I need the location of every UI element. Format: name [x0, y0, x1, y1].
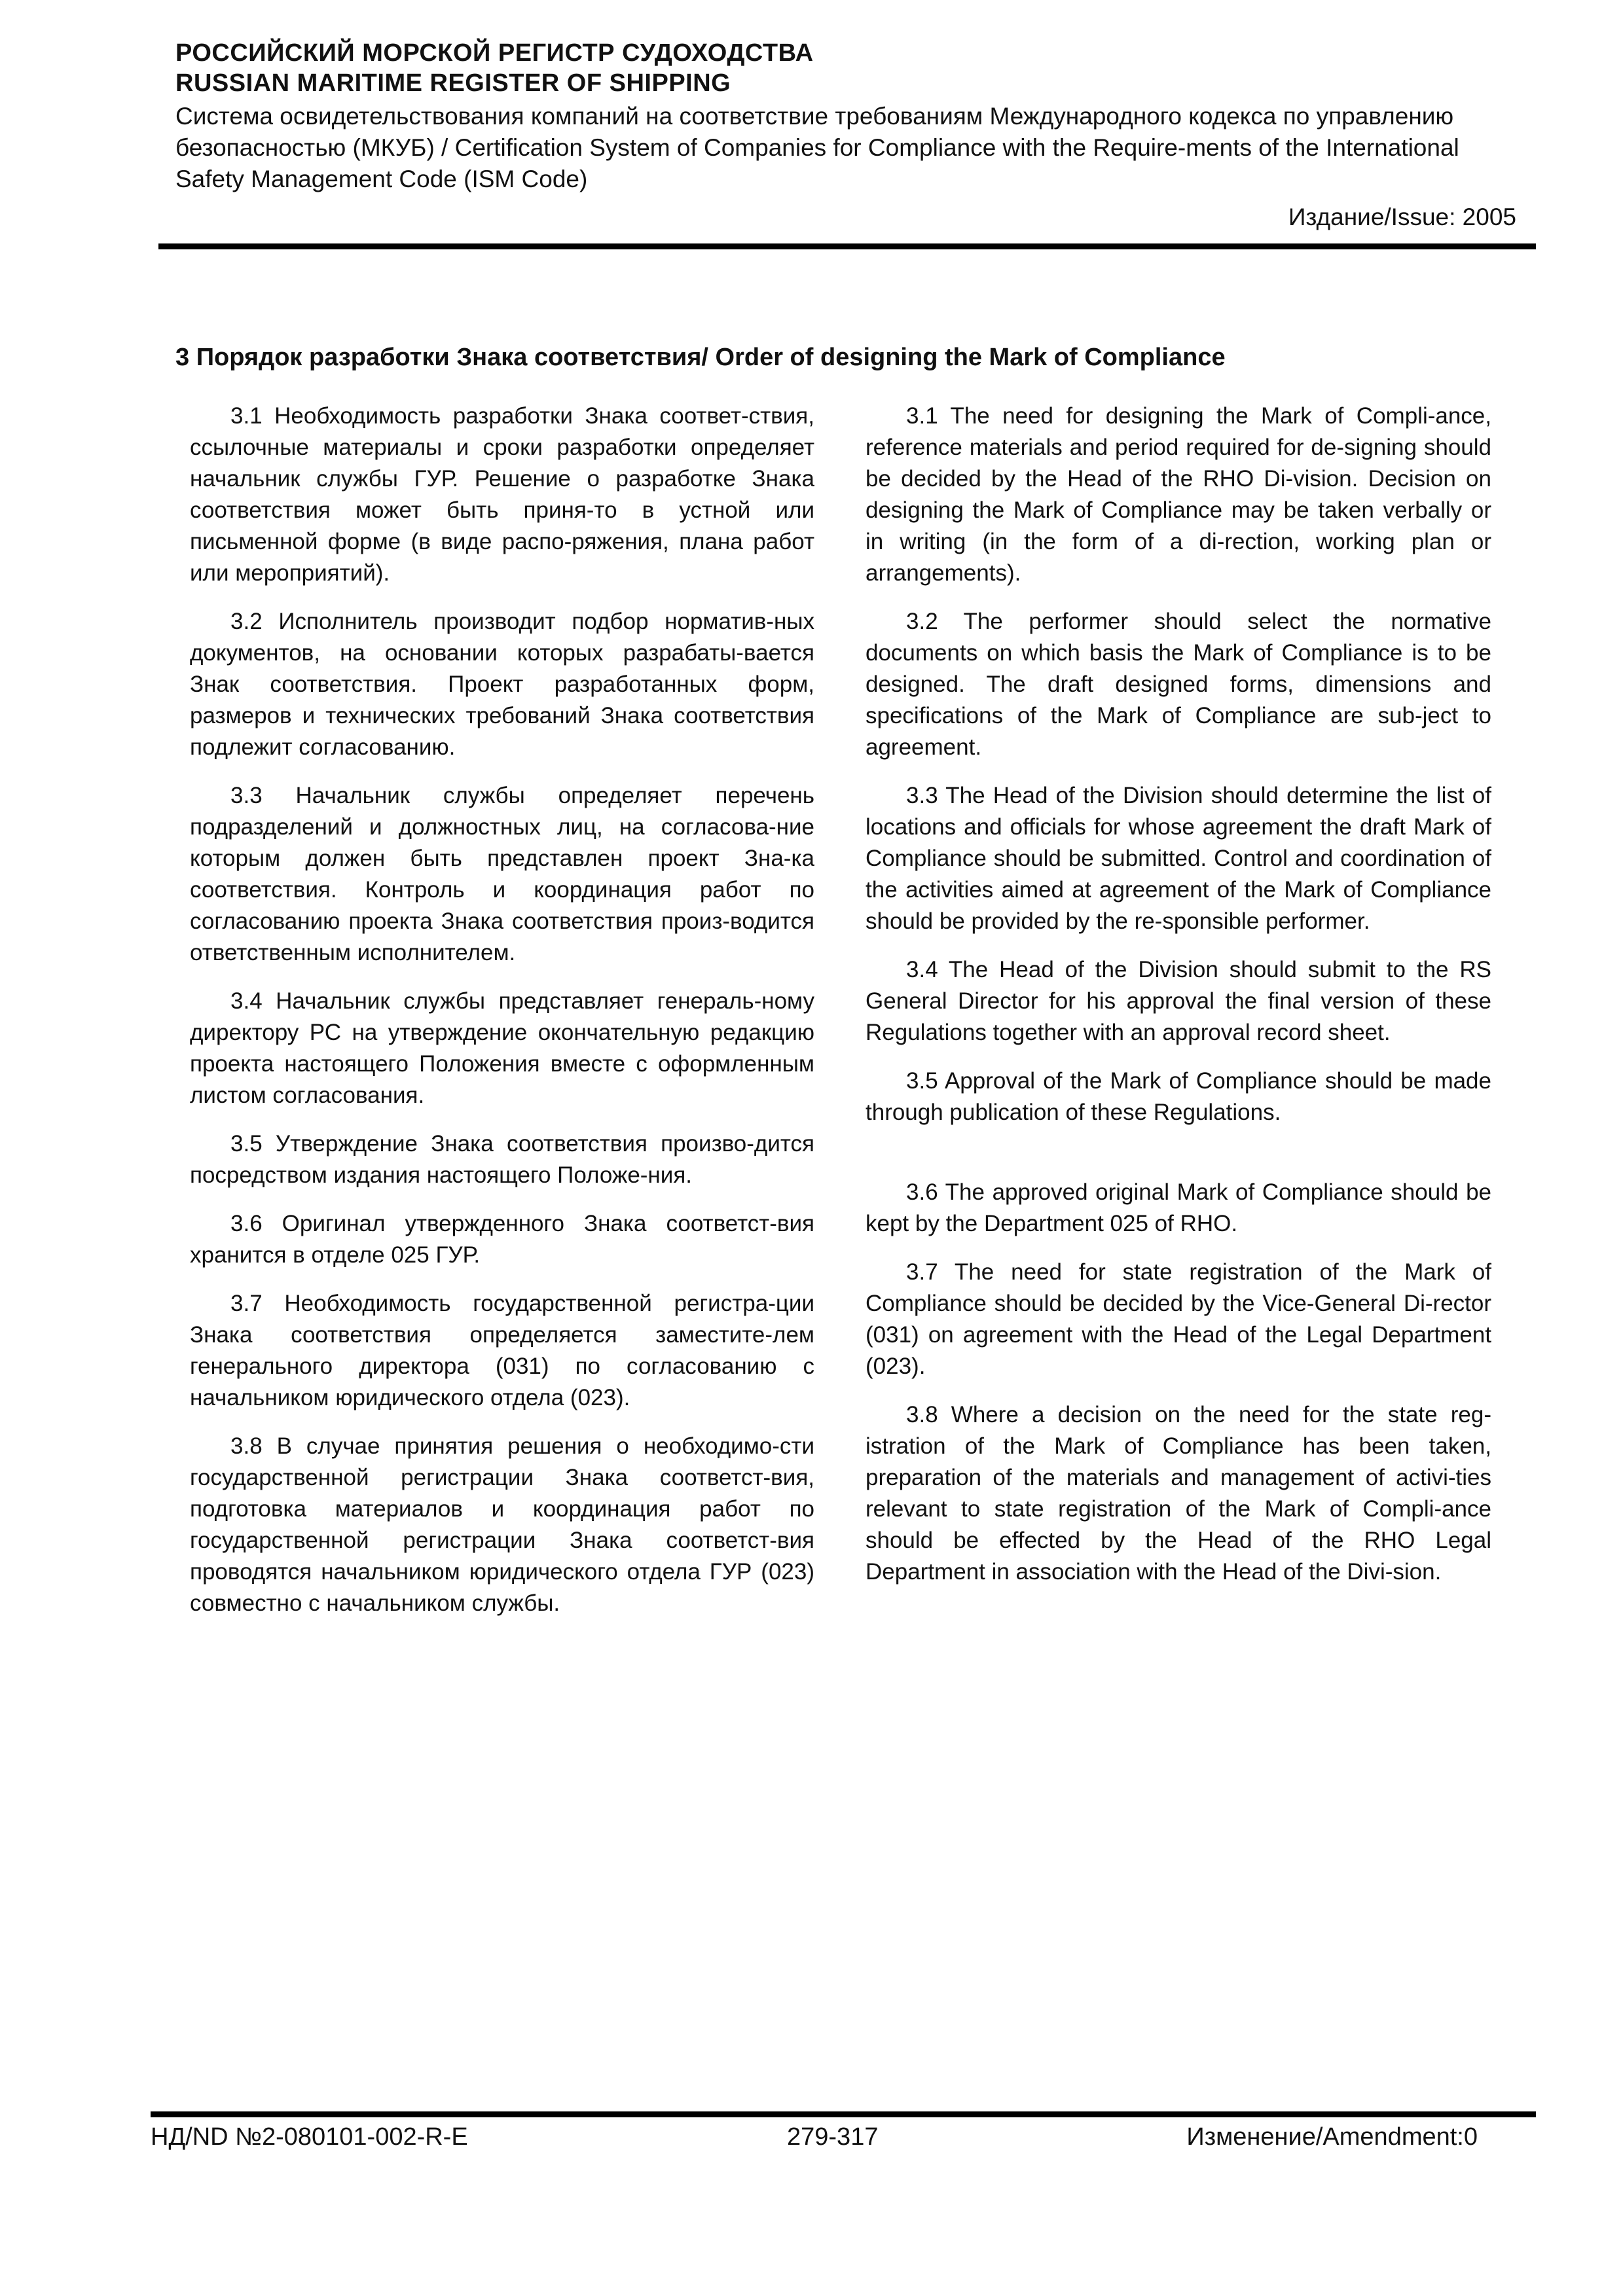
certification-system-title: Система освидетельствования компаний на соответствие требованиям Международного кодекса по управлению безопасностью (МКУБ) / Certification System of Companies for Compliance with the Require-ments of the International Safety Management Code (ISM Code) [175, 103, 1459, 192]
paragraph-en-3-2: 3.2 The performer should select the normative documents on which basis the Mark of Compliance is to be designed. The draft designed forms, dimensions and specifications of the Mark of Compliance are sub-ject to agreement. [866, 609, 1491, 760]
footer-divider [151, 2111, 1536, 2117]
paragraph-ru-3-4: 3.4 Начальник службы представляет генераль-ному директору РС на утверждение окончательную редакцию проекта настоящего Положения вместе с оформленным листом согласования. [190, 988, 814, 1108]
paragraph-en-3-1: 3.1 The need for designing the Mark of Compli-ance, reference materials and period required for de-signing should be decided by the Head of the RHO Di-vision. Decision on designing the Mark of Compliance may be taken verbally or in writing (in the form of a di-rection, working plan or arrangements). [866, 403, 1491, 586]
paragraph-en-3-6: 3.6 The approved original Mark of Compliance should be kept by the Department 025 of RHO. [866, 1179, 1491, 1236]
organization-name-russian: РОССИЙСКИЙ МОРСКОЙ РЕГИСТР СУДОХОДСТВА [175, 39, 814, 67]
paragraph-en-3-3: 3.3 The Head of the Division should determine the list of locations and officials for whose agreement the draft Mark of Compliance should be submitted. Control and coordination of the activities aimed at agreement of the Mark of Compliance should be provided by the re-sponsible performer. [866, 783, 1491, 934]
paragraph-ru-3-7: 3.7 Необходимость государственной регистра-ции Знака соответствия определяется заместите-лем генерального директора (031) по согласованию с начальником юридического отдела (023). [190, 1291, 814, 1410]
english-text-column [866, 401, 1491, 1588]
paragraph-ru-3-3: 3.3 Начальник службы определяет перечень подразделений и должностных лиц, на согласова-ние которым должен быть представлен проект Зна-ка соответствия. Контроль и координация работ по согласованию проекта Знака соответствия произ-водится ответственным исполнителем. [190, 783, 814, 965]
header-divider [158, 243, 1536, 249]
paragraph-en-3-8: 3.8 Where a decision on the need for the state reg-istration of the Mark of Compliance has been taken, preparation of the materials and management of activi-ties relevant to state registration of the Mark of Compli-ance should be effected by the Head of the RHO Legal Department in association with the Head of the Divi-sion. [866, 1402, 1491, 1585]
paragraph-ru-3-5: 3.5 Утверждение Знака соответствия произво-дится посредством издания настоящего Положе-ния. [190, 1131, 814, 1188]
document-header [175, 38, 1523, 233]
russian-text-column [190, 401, 814, 1619]
paragraph-en-3-5: 3.5 Approval of the Mark of Compliance should be made through publication of these Regulations. [866, 1068, 1491, 1125]
organization-name-english: RUSSIAN MARITIME REGISTER OF SHIPPING [175, 69, 731, 97]
paragraph-en-3-4: 3.4 The Head of the Division should submit to the RS General Director for his approval the final version of these Regulations together with an approval record sheet. [866, 957, 1491, 1045]
paragraph-ru-3-2: 3.2 Исполнитель производит подбор норматив-ных документов, на основании которых разрабаты-вается Знак соответствия. Проект разработанных форм, размеров и технических требований Знака соответствия подлежит согласованию. [190, 609, 814, 760]
issue-label: Издание/Issue: 2005 [1288, 204, 1516, 230]
paragraph-ru-3-6: 3.6 Оригинал утвержденного Знака соответст-вия хранится в отделе 025 ГУР. [190, 1211, 814, 1268]
amendment-label: Изменение/Amendment:0 [1186, 2123, 1478, 2151]
paragraph-ru-3-8: 3.8 В случае принятия решения о необходимо-сти государственной регистрации Знака соответст-вия, подготовка материалов и координация работ по государственной регистрации Знака соответст-вия проводятся начальником юридического отдела ГУР (023) совместно с начальником службы. [190, 1433, 814, 1616]
paragraph-en-3-7: 3.7 The need for state registration of the Mark of Compliance should be decided by the Vice-General Di-rector (031) on agreement with the Head of the Legal Department (023). [866, 1259, 1491, 1379]
section-title: 3 Порядок разработки Знака соответствия/ Order of designing the Mark of Compliance [175, 344, 1226, 371]
page-number: 279-317 [787, 2123, 879, 2151]
document-number: НД/ND №2-080101-002-R-E [151, 2123, 468, 2151]
paragraph-ru-3-1: 3.1 Необходимость разработки Знака соответ-ствия, ссылочные материалы и сроки разработки определяет начальник службы ГУР. Решение о разработке Знака соответствия может быть приня-то в устной или письменной форме (в виде распо-ряжения, плана работ или мероприятий). [190, 403, 814, 586]
